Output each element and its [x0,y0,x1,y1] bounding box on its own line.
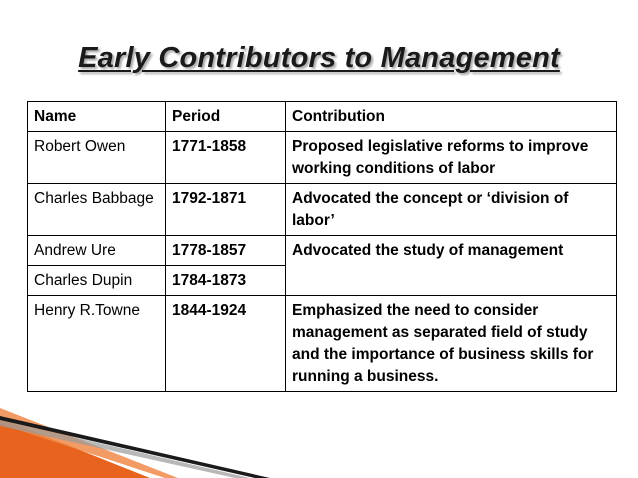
decorative-ribbon [0,380,638,478]
contributors-table-wrapper [27,101,616,392]
cell-period: 1778-1857 [166,236,286,266]
cell-contribution: Advocated the concept or ‘division of labor’ [286,184,617,236]
cell-period: 1784-1873 [166,266,286,296]
cell-contribution: Emphasized the need to consider management as separated field of study and the importance of business skills for running a business. [286,296,617,392]
cell-name: Andrew Ure [28,236,166,266]
table-row [28,132,617,184]
cell-period: 1844-1924 [166,296,286,392]
cell-name: Charles Babbage [28,184,166,236]
table-header-row [28,102,617,132]
cell-contribution: Advocated the study of management [286,236,617,296]
header-contribution: Contribution [286,102,617,132]
table-row [28,236,617,266]
cell-period: 1771-1858 [166,132,286,184]
contributors-table [27,101,617,392]
cell-period: 1792-1871 [166,184,286,236]
slide-title: Early Contributors to Management [78,42,560,74]
header-period: Period [166,102,286,132]
header-name: Name [28,102,166,132]
ribbon-dark-stroke [0,416,270,478]
table-row [28,184,617,236]
ribbon-orange-band [0,418,150,478]
ribbon-grey-shadow [0,420,250,478]
table-row [28,296,617,392]
cell-name: Robert Owen [28,132,166,184]
cell-contribution: Proposed legislative reforms to improve working conditions of labor [286,132,617,184]
ribbon-orange-light [0,408,178,478]
cell-name: Henry R.Towne [28,296,166,392]
cell-name: Charles Dupin [28,266,166,296]
